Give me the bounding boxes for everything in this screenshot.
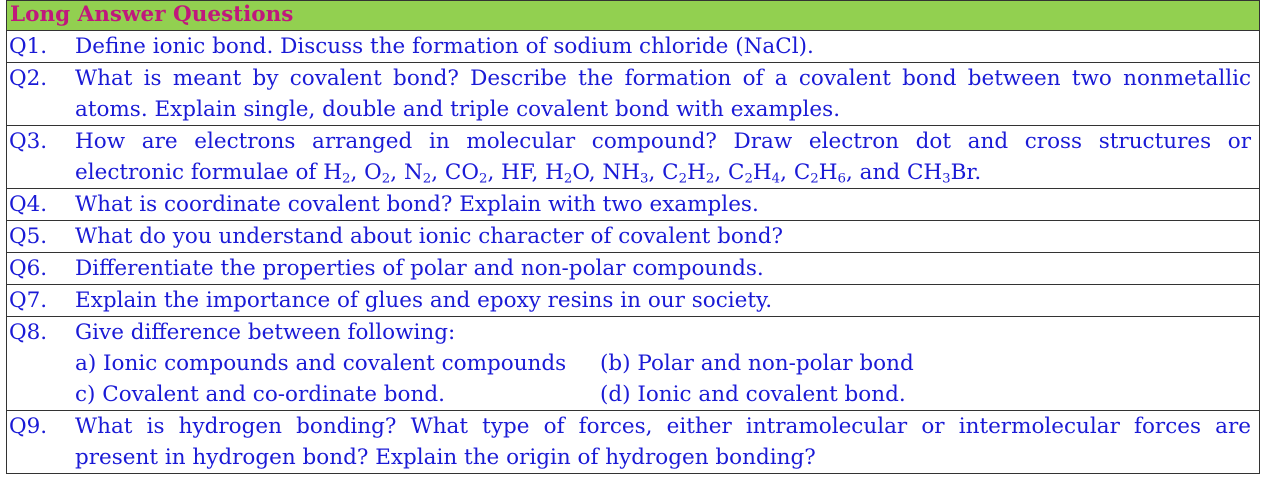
- question-number: Q1.: [9, 34, 48, 59]
- question-number: Q2.: [9, 66, 48, 91]
- chemical-formulae-line: electronic formulae of $H_2$, $O_2$, $N_2$, $CO_2$, HF, $H_2O$, $NH_3$, $C_2H_2$, $C_2H_4$, $C_2H_6$, and $CH_3Br$.: [75, 160, 982, 187]
- chemical-formula: $C_2H_6$: [793, 160, 846, 187]
- question-text: [75, 63, 1259, 125]
- question-line: atoms. Explain single, double and triple covalent bond with examples.: [75, 97, 841, 122]
- question-text: [75, 31, 1259, 62]
- question-line: What is meant by covalent bond? Describe the formation of a covalent bond between two nonmetallic: [75, 66, 1251, 91]
- chemical-formula: $H_2$: [323, 160, 351, 187]
- question-line: present in hydrogen bond? Explain the origin of hydrogen bonding?: [75, 445, 816, 470]
- question-text: [75, 411, 1259, 473]
- comparison-parts: [75, 348, 1251, 410]
- question-number: Q8.: [9, 320, 48, 345]
- question-number: Q9.: [9, 414, 48, 439]
- chemical-formula: $H_2O$: [545, 160, 589, 187]
- question-text: [75, 317, 1259, 410]
- question-number: Q3.: [9, 129, 48, 154]
- question-text: [75, 285, 1259, 316]
- question-number: Q5.: [9, 224, 48, 249]
- question-number: Q7.: [9, 288, 48, 313]
- chemical-formula: HF: [501, 160, 532, 185]
- question-text: [75, 253, 1259, 284]
- question-line: Define ionic bond. Discuss the formation of sodium chloride (NaCl).: [75, 34, 814, 59]
- question-number: Q6.: [9, 256, 48, 281]
- section-title: Long Answer Questions: [7, 0, 1259, 31]
- question-row-7: [7, 285, 1259, 317]
- chemical-formula: $C_2H_2$: [662, 160, 715, 187]
- chemical-formula: $N_2$: [403, 160, 432, 187]
- question-line: What do you understand about ionic character of covalent bond?: [75, 224, 783, 249]
- chemical-formula: $O_2$: [364, 160, 391, 187]
- question-row-5: [7, 221, 1259, 253]
- chemical-formula: $C_2H_4$: [727, 160, 781, 187]
- question-text: [75, 221, 1259, 252]
- question-line: How are electrons arranged in molecular compound? Draw electron dot and cross structures or: [75, 129, 1251, 154]
- question-text: [75, 189, 1259, 220]
- chemical-formula: $NH_3$: [602, 160, 649, 187]
- question-row-8: [7, 317, 1259, 411]
- chemical-formula: $CO_2$: [444, 160, 488, 187]
- question-line: What is hydrogen bonding? What type of forces, either intramolecular or intermolecular forces are: [75, 414, 1251, 439]
- question-row-6: [7, 253, 1259, 285]
- part-a: a) Ionic compounds and covalent compounds: [75, 351, 567, 376]
- long-answer-questions-table: [6, 0, 1260, 474]
- question-line: Differentiate the properties of polar and non-polar compounds.: [75, 256, 764, 281]
- question-row-1: [7, 31, 1259, 63]
- question-row-3: [7, 126, 1259, 189]
- part-b: (b) Polar and non-polar bond: [600, 351, 914, 376]
- question-row-4: [7, 189, 1259, 221]
- part-d: (d) Ionic and covalent bond.: [600, 382, 906, 407]
- chemical-formula: $CH_3Br$: [906, 160, 975, 187]
- question-line: Give difference between following:: [75, 320, 456, 345]
- question-line: Explain the importance of glues and epoxy resins in our society.: [75, 288, 773, 313]
- question-line: What is coordinate covalent bond? Explain with two examples.: [75, 192, 759, 217]
- question-row-2: [7, 63, 1259, 126]
- question-row-9: [7, 411, 1259, 474]
- part-c: c) Covalent and co-ordinate bond.: [75, 382, 445, 407]
- question-number: Q4.: [9, 192, 48, 217]
- question-text: [75, 126, 1259, 188]
